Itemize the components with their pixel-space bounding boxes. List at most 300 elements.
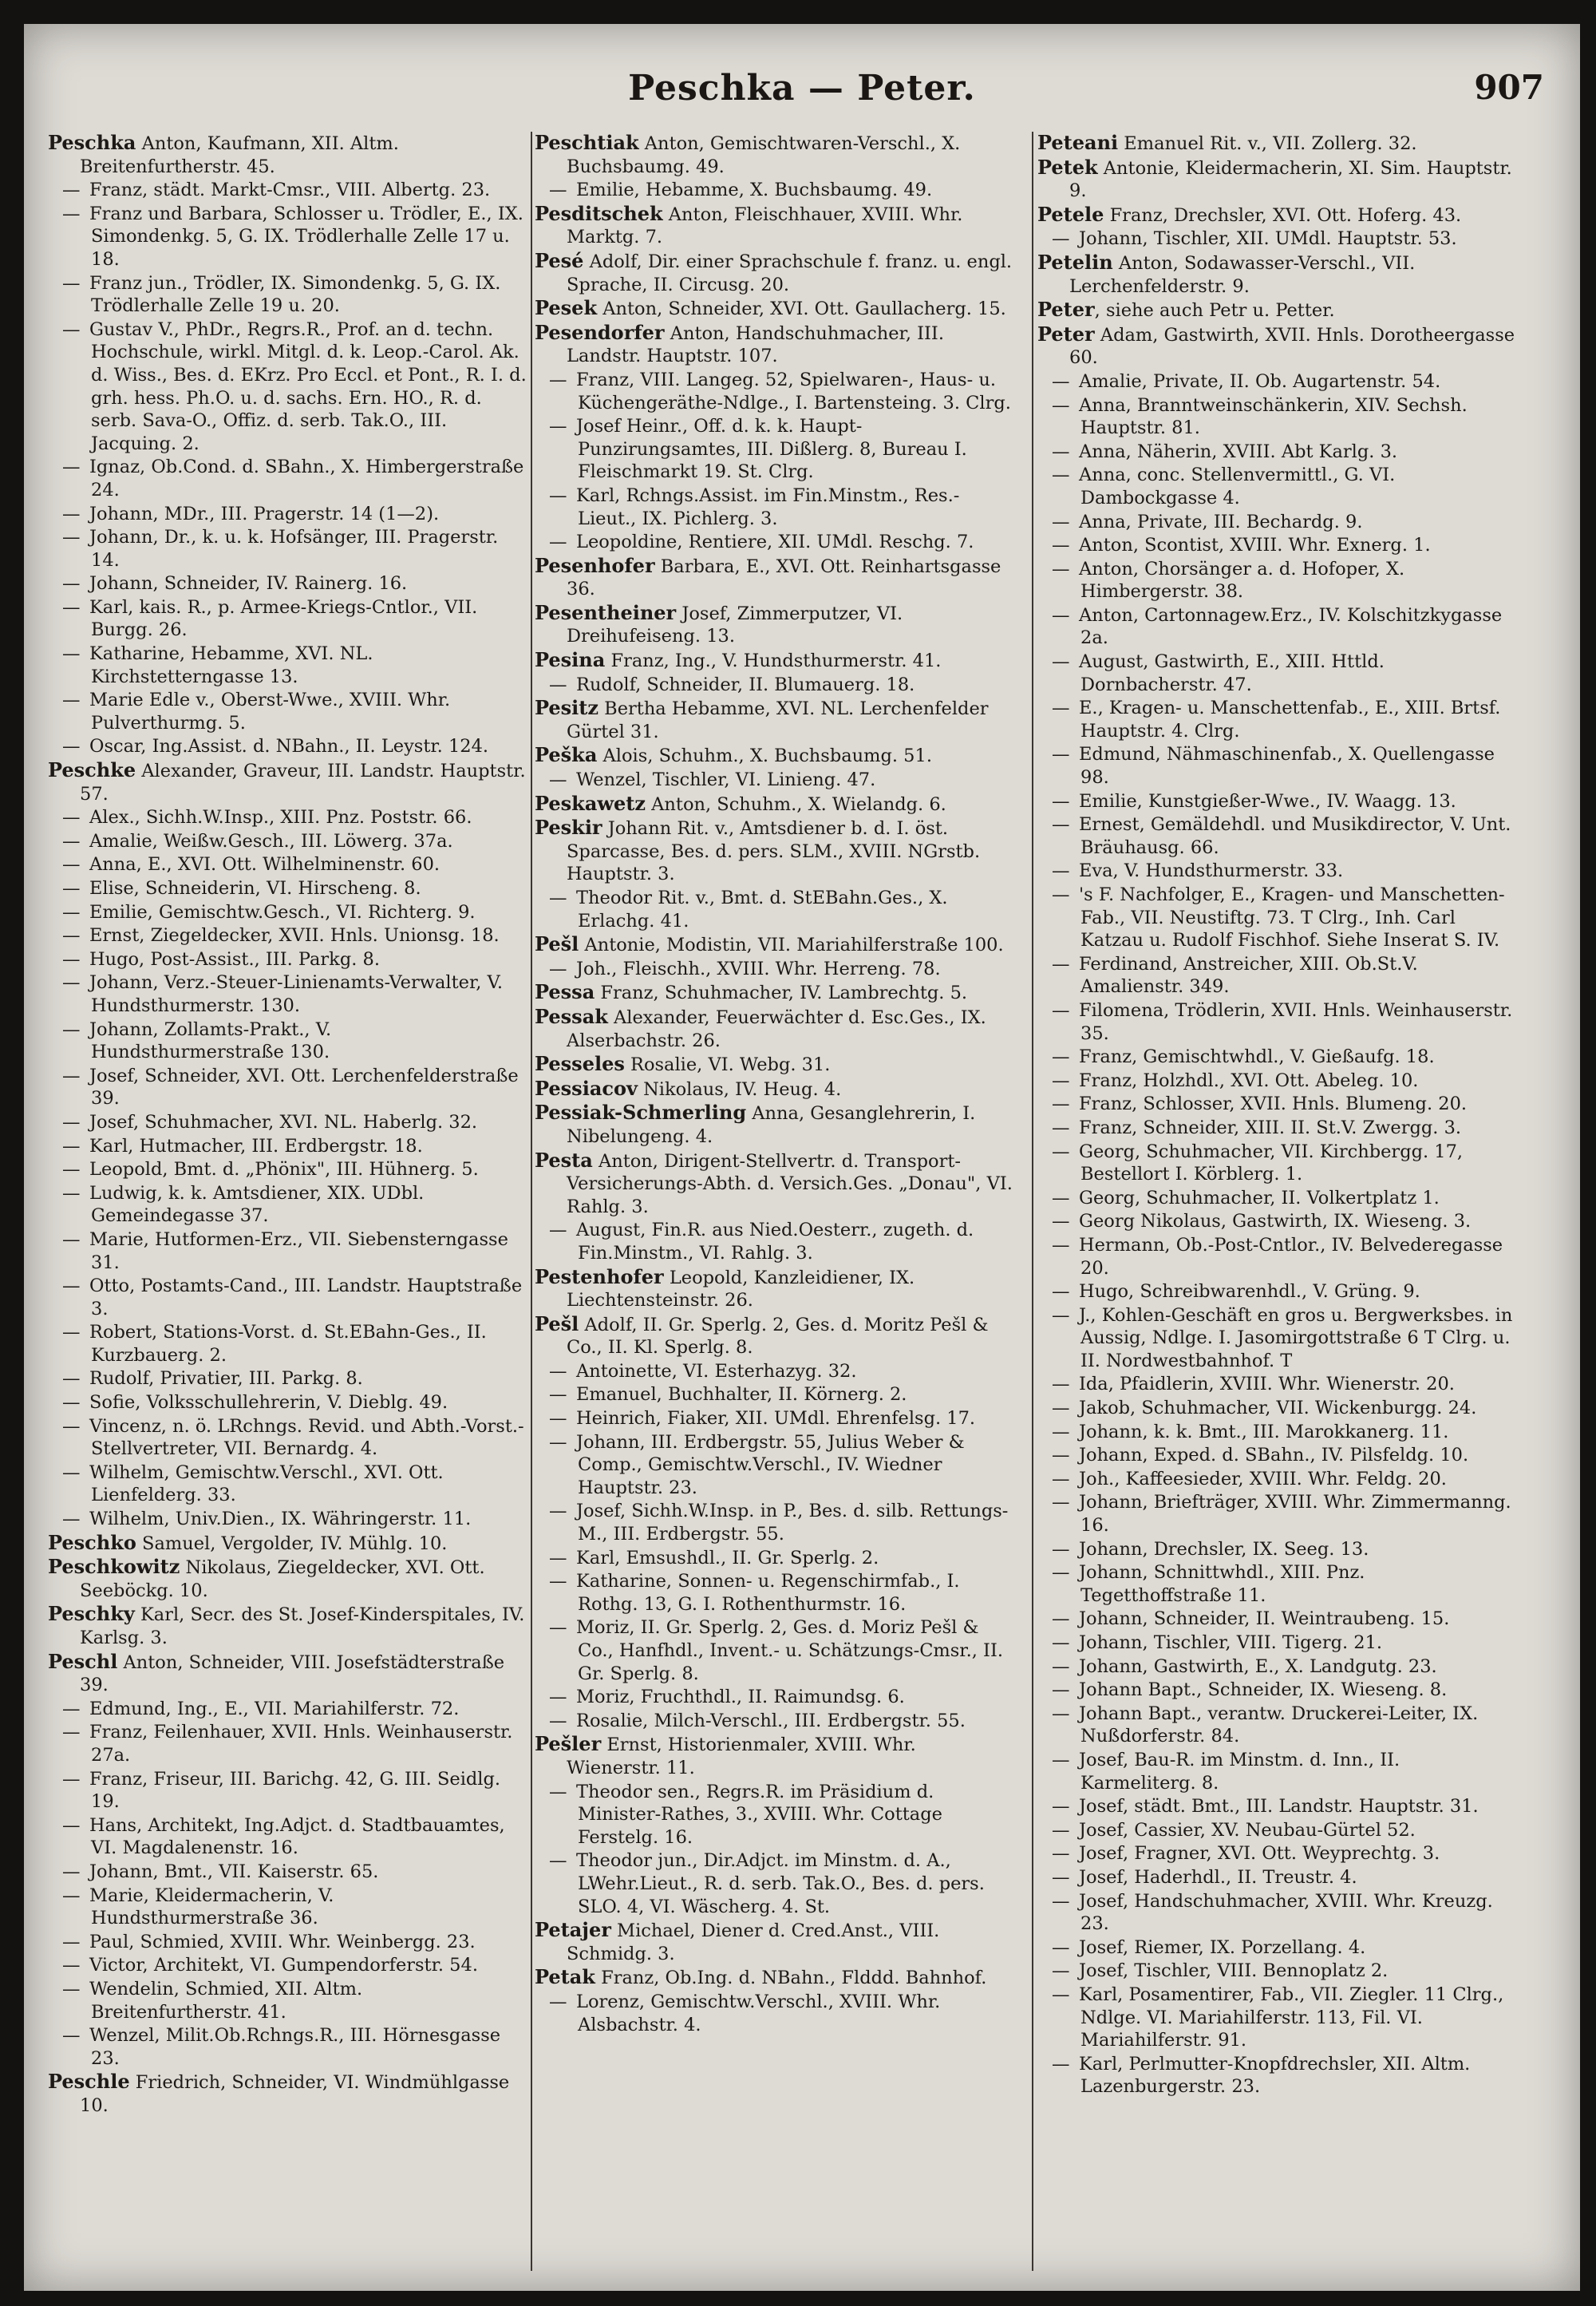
- entry-text: Wilhelm, Univ.Dien., IX. Währingerstr. 11.: [89, 1509, 472, 1530]
- ditto-dash: —: [1052, 1796, 1070, 1818]
- entry-surname: Petak: [535, 1965, 595, 1989]
- entry-surname: Pešl: [535, 932, 579, 956]
- entry-text: Hans, Architekt, Ing.Adjct. d. Stadtbauamtes, VI. Magdalenenstr. 16.: [89, 1814, 505, 1859]
- directory-entry: [1037, 1538, 1516, 1561]
- entry-text: Franz, Schneider, XIII. II. St.V. Zwergg. 3.: [1079, 1117, 1462, 1138]
- entry-text: Johann Bapt., verantw. Druckerei-Leiter, IX. Nußdorferstr. 84.: [1079, 1703, 1479, 1747]
- entry-text: Anton, Handschuhmacher, III. Landstr. Hauptstr. 107.: [567, 322, 944, 367]
- entry-text: Johann, Drechsler, IX. Seeg. 13.: [1079, 1538, 1369, 1560]
- entry-text: Karl, Hutmacher, III. Erdbergstr. 18.: [89, 1135, 423, 1157]
- directory-entry: [535, 887, 1013, 932]
- directory-entry: [1037, 1960, 1516, 1983]
- ditto-dash: —: [62, 1415, 81, 1437]
- ditto-dash: —: [1052, 604, 1070, 626]
- directory-entry: [535, 697, 1013, 743]
- entry-text: Karl, Perlmutter-Knopfdrechsler, XII. Altm. Lazenburgerstr. 23.: [1079, 2053, 1471, 2098]
- entry-surname: Petajer: [535, 1918, 611, 1942]
- directory-entry: [1037, 1749, 1516, 1794]
- directory-entry: [48, 2024, 527, 2070]
- entry-text: Edmund, Ing., E., VII. Mariahilferstr. 72.: [89, 1698, 460, 1719]
- directory-entry: [1037, 2053, 1516, 2098]
- directory-entry: [1037, 999, 1516, 1045]
- ditto-dash: —: [62, 318, 81, 340]
- entry-text: , siehe auch Petr u. Petter.: [1094, 300, 1335, 322]
- ditto-dash: —: [1052, 1141, 1070, 1162]
- entry-text: Theodor Rit. v., Bmt. d. StEBahn.Ges., X. Erlachg. 41.: [576, 888, 948, 931]
- entry-text: Anna, Gesanglehrerin, I. Nibelungeng. 4.: [567, 1103, 976, 1147]
- entry-text: Johann, Gastwirth, E., X. Landgutg. 23.: [1079, 1655, 1437, 1677]
- directory-entry: [48, 877, 527, 900]
- directory-entry: [48, 272, 527, 318]
- directory-entry: [535, 1570, 1013, 1616]
- entry-text: Karl, Secr. des St. Josef-Kinderspitales, IV. Karlsg. 3.: [80, 1604, 525, 1648]
- entry-text: Franz, Schuhmacher, IV. Lambrechtg. 5.: [595, 983, 968, 1004]
- directory-entry: [535, 769, 1013, 792]
- entry-text: Amalie, Weißw.Gesch., III. Löwerg. 37a.: [89, 830, 453, 852]
- ditto-dash: —: [62, 1392, 81, 1414]
- ditto-dash: —: [1052, 1492, 1070, 1513]
- ditto-dash: —: [62, 180, 81, 201]
- directory-entry: [48, 1228, 527, 1274]
- directory-entry: [535, 744, 1013, 768]
- directory-entry: [1037, 1280, 1516, 1303]
- ditto-dash: —: [1052, 1819, 1070, 1841]
- ditto-dash: —: [1052, 1866, 1070, 1888]
- directory-entry: [48, 1508, 527, 1531]
- ditto-dash: —: [1052, 1843, 1070, 1865]
- directory-entry: [535, 415, 1013, 484]
- ditto-dash: —: [549, 1687, 567, 1708]
- directory-entry: [48, 1158, 527, 1181]
- directory-entry: [1037, 1842, 1516, 1865]
- directory-entry: [48, 503, 527, 526]
- ditto-dash: —: [549, 1850, 567, 1872]
- ditto-dash: —: [1052, 1046, 1070, 1068]
- entry-text: Anna, conc. Stellenvermittl., G. VI. Dambockgasse 4.: [1079, 465, 1396, 508]
- entry-text: Franz, Drechsler, XVI. Ott. Hoferg. 43.: [1104, 204, 1462, 226]
- entry-text: Emilie, Kunstgießer-Wwe., IV. Waagg. 13.: [1079, 790, 1456, 812]
- directory-entry: [1037, 790, 1516, 813]
- entry-text: Hugo, Post-Assist., III. Parkg. 8.: [89, 948, 380, 970]
- directory-entry: [1037, 204, 1516, 227]
- entry-surname: Pesenhofer: [535, 553, 655, 577]
- entry-text: Johann, Exped. d. SBahn., IV. Pilsfeldg. 10.: [1079, 1445, 1469, 1466]
- entry-surname: Pesitz: [535, 696, 599, 720]
- ditto-dash: —: [62, 1276, 81, 1297]
- directory-entry: [48, 948, 527, 971]
- entry-text: Ferdinand, Anstreicher, XIII. Ob.St.V. Amalienstr. 349.: [1079, 953, 1418, 998]
- entry-text: Sofie, Volksschullehrerin, V. Dieblg. 49.: [89, 1392, 448, 1414]
- entry-surname: Pesé: [535, 248, 584, 272]
- directory-entry: [1037, 251, 1516, 298]
- directory-entry: [48, 1698, 527, 1721]
- entry-text: Oscar, Ing.Assist. d. NBahn., II. Leystr. 124.: [89, 736, 489, 757]
- directory-entry: [48, 596, 527, 642]
- ditto-dash: —: [62, 1135, 81, 1157]
- entry-text: Johann, Dr., k. u. k. Hofsänger, III. Pragerstr. 14.: [89, 527, 499, 571]
- ditto-dash: —: [62, 1885, 81, 1906]
- directory-entry: [1037, 813, 1516, 859]
- entry-surname: Pesina: [535, 648, 606, 672]
- entry-text: Nikolaus, Ziegeldecker, XVI. Ott. Seeböckg. 10.: [80, 1557, 485, 1601]
- entry-text: Johann, Zollamts-Prakt., V. Hundsthurmerstraße 130.: [89, 1019, 332, 1063]
- directory-entry: [535, 1149, 1013, 1219]
- entry-text: 's F. Nachfolger, E., Kragen- und Manschetten-Fab., VII. Neustiftg. 73. T Clrg., Inh. Carl Katzau u. Rudolf Fischhof. Siehe Inserat S. IV.: [1079, 884, 1505, 951]
- entry-surname: Pestenhofer: [535, 1264, 664, 1288]
- directory-entry: [48, 735, 527, 758]
- ditto-dash: —: [62, 948, 81, 970]
- entry-text: Franz, Schlosser, XVII. Hnls. Blumeng. 20.: [1079, 1094, 1468, 1115]
- ditto-dash: —: [62, 807, 81, 829]
- directory-entry: [535, 674, 1013, 697]
- entry-text: Anna, E., XVI. Ott. Wilhelminenstr. 60.: [89, 854, 440, 876]
- ditto-dash: —: [62, 1111, 81, 1133]
- entry-surname: Pessa: [535, 980, 595, 1004]
- ditto-dash: —: [549, 888, 567, 908]
- directory-entry: [1037, 1070, 1516, 1093]
- entry-text: Wenzel, Tischler, VI. Linieng. 47.: [576, 769, 876, 791]
- ditto-dash: —: [1052, 1187, 1070, 1208]
- ditto-dash: —: [62, 1861, 81, 1882]
- ditto-dash: —: [549, 958, 567, 979]
- directory-entry: [48, 1019, 527, 1064]
- entry-text: Johann, III. Erdbergstr. 55, Julius Weber & Comp., Gemischtw.Verschl., IV. Wiedner Hauptstr. 23.: [576, 1431, 965, 1498]
- directory-entry: [48, 1721, 527, 1766]
- ditto-dash: —: [62, 1159, 81, 1181]
- directory-entry: [48, 1814, 527, 1860]
- directory-entry: [48, 1978, 527, 2023]
- entry-surname: Pesseles: [535, 1052, 625, 1076]
- directory-entry: [1037, 651, 1516, 696]
- ditto-dash: —: [1052, 1703, 1070, 1724]
- directory-entry: [1037, 323, 1516, 370]
- ditto-dash: —: [1052, 953, 1070, 975]
- directory-entry: [535, 1078, 1013, 1102]
- ditto-dash: —: [62, 1814, 81, 1836]
- entry-text: Robert, Stations-Vorst. d. St.EBahn-Ges., II. Kurzbauerg. 2.: [89, 1322, 487, 1366]
- directory-entry: [1037, 1819, 1516, 1842]
- entry-text: Antonie, Kleidermacherin, XI. Sim. Hauptstr. 9.: [1069, 157, 1512, 202]
- directory-entry: [48, 2071, 527, 2117]
- ditto-dash: —: [62, 527, 81, 548]
- entry-text: Josef, Handschuhmacher, XVIII. Whr. Kreuzg. 23.: [1079, 1890, 1493, 1935]
- entry-text: Anna, Branntweinschänkerin, XIV. Sechsh. Hauptstr. 81.: [1079, 394, 1468, 439]
- entry-text: Johann, Briefträger, XVIII. Whr. Zimmermanng. 16.: [1079, 1492, 1511, 1537]
- directory-entry: [535, 531, 1013, 554]
- ditto-dash: —: [1052, 1749, 1070, 1770]
- ditto-dash: —: [62, 901, 81, 923]
- directory-entry: [535, 1733, 1013, 1779]
- ditto-dash: —: [62, 1955, 81, 1976]
- directory-entry: [48, 1885, 527, 1930]
- entry-surname: Peška: [535, 743, 598, 767]
- directory-entry: [48, 853, 527, 876]
- ditto-dash: —: [62, 1065, 81, 1086]
- running-head: Peschka — Peter.: [628, 68, 976, 109]
- ditto-dash: —: [62, 925, 81, 947]
- directory-entry: [535, 602, 1013, 648]
- entry-text: Johann Bapt., Schneider, IX. Wieseng. 8.: [1079, 1679, 1448, 1701]
- directory-entry: [48, 924, 527, 947]
- entry-text: Marie, Hutformen-Erz., VII. Siebensterngasse 31.: [89, 1228, 508, 1273]
- entry-text: Ludwig, k. k. Amtsdiener, XIX. UDbl. Gemeindegasse 37.: [89, 1182, 425, 1227]
- directory-entry: [48, 1603, 527, 1649]
- entry-text: Franz, Holzhdl., XVI. Ott. Abeleg. 10.: [1079, 1070, 1419, 1091]
- directory-entry: [48, 1954, 527, 1977]
- directory-entry: [48, 901, 527, 924]
- directory-entry: [1037, 1304, 1516, 1373]
- ditto-dash: —: [1052, 228, 1070, 250]
- directory-entry: [1037, 1866, 1516, 1889]
- entry-text: Rosalie, Milch-Verschl., III. Erdbergstr. 55.: [576, 1710, 966, 1731]
- directory-entry: [1037, 1093, 1516, 1116]
- entry-text: Marie, Kleidermacherin, V. Hundsthurmerstraße 36.: [89, 1885, 334, 1929]
- directory-entry: [48, 1391, 527, 1414]
- ditto-dash: —: [549, 1991, 567, 2012]
- entry-text: Bertha Hebamme, XVI. NL. Lerchenfelder Gürtel 31.: [567, 698, 989, 742]
- entry-text: Michael, Diener d. Cred.Anst., VIII. Schmidg. 3.: [567, 1920, 940, 1964]
- entry-text: Ernst, Ziegeldecker, XVII. Hnls. Unionsg. 18.: [89, 925, 500, 947]
- directory-entry: [48, 1367, 527, 1390]
- entry-text: Friedrich, Schneider, VI. Windmühlgasse 10.: [80, 2072, 510, 2116]
- ditto-dash: —: [1052, 1374, 1070, 1395]
- entry-text: Josef, Schuhmacher, XVI. NL. Haberlg. 32.: [89, 1111, 478, 1133]
- directory-entry: [1037, 1890, 1516, 1936]
- ditto-dash: —: [62, 573, 81, 595]
- ditto-dash: —: [62, 1462, 81, 1483]
- directory-entry: [48, 1182, 527, 1228]
- directory-entry: [535, 1547, 1013, 1570]
- entry-text: Franz, Friseur, III. Barichg. 42, G. III. Seidlg. 19.: [89, 1768, 501, 1813]
- entry-surname: Pešl: [535, 1311, 579, 1335]
- ditto-dash: —: [1052, 1632, 1070, 1653]
- directory-entry: [1037, 1703, 1516, 1748]
- ditto-dash: —: [62, 1228, 81, 1250]
- entry-text: Johann, Verz.-Steuer-Linienamts-Verwalter, V. Hundsthurmerstr. 130.: [89, 972, 504, 1016]
- ditto-dash: —: [1052, 1608, 1070, 1630]
- directory-entry: [535, 203, 1013, 249]
- directory-entry: [1037, 1561, 1516, 1607]
- ditto-dash: —: [1052, 1234, 1070, 1256]
- entry-text: Filomena, Trödlerin, XVII. Hnls. Weinhauserstr. 35.: [1079, 999, 1513, 1044]
- entry-text: Johann, Schnittwhdl., XIII. Pnz. Tegetthoffstraße 11.: [1079, 1562, 1365, 1606]
- directory-entry: [1037, 464, 1516, 509]
- entry-text: Josef, Fragner, XVI. Ott. Weyprechtg. 3.: [1079, 1843, 1440, 1865]
- entry-text: Alex., Sichh.W.Insp., XIII. Pnz. Poststr. 66.: [89, 807, 472, 829]
- entry-text: Karl, kais. R., p. Armee-Kriegs-Cntlor., VII. Burgg. 26.: [89, 596, 478, 641]
- directory-entry: [1037, 1984, 1516, 2052]
- column-middle: [535, 132, 1013, 2271]
- ditto-dash: —: [1052, 790, 1070, 812]
- ditto-dash: —: [549, 532, 567, 553]
- entry-text: Anton, Schneider, XVI. Ott. Gaullacherg. 15.: [597, 299, 1006, 320]
- ditto-dash: —: [549, 369, 567, 390]
- directory-entry: [48, 1768, 527, 1814]
- ditto-dash: —: [1052, 1421, 1070, 1442]
- directory-entry: [48, 1556, 527, 1602]
- entry-text: Alexander, Graveur, III. Landstr. Hauptstr. 57.: [80, 761, 526, 805]
- entry-text: Ernst, Historienmaler, XVIII. Whr. Wienerstr. 11.: [567, 1734, 916, 1778]
- ditto-dash: —: [549, 1571, 567, 1592]
- ditto-dash: —: [549, 1501, 567, 1522]
- directory-entry: [1037, 1210, 1516, 1233]
- entry-text: August, Fin.R. aus Nied.Oesterr., zugeth. d. Fin.Minstm., VI. Rahlg. 3.: [576, 1220, 974, 1264]
- entry-text: Theodor sen., Regrs.R. im Präsidium d. Minister-Rathes, 3., XVIII. Whr. Cottage Ferstelg. 16.: [576, 1781, 942, 1848]
- entry-text: Josef, Sichh.W.Insp. in P., Bes. d. silb. Rettungs-M., III. Erdbergstr. 55.: [576, 1501, 1009, 1545]
- entry-text: Wendelin, Schmied, XII. Altm. Breitenfurtherstr. 41.: [89, 1978, 363, 2023]
- entry-text: Antoinette, VI. Esterhazyg. 32.: [576, 1360, 857, 1382]
- directory-entry: [48, 689, 527, 734]
- directory-entry: [48, 1532, 527, 1556]
- ditto-dash: —: [62, 1768, 81, 1790]
- directory-entry: [1037, 1421, 1516, 1444]
- directory-entry: [535, 1360, 1013, 1383]
- entry-text: Anton, Kaufmann, XII. Altm. Breitenfurtherstr. 45.: [80, 133, 399, 177]
- entry-text: Georg, Schuhmacher, VII. Kirchbergg. 17, Bestellort I. Körblerg. 1.: [1079, 1141, 1464, 1185]
- ditto-dash: —: [62, 1368, 81, 1390]
- directory-entry: [48, 1065, 527, 1110]
- directory-entry: [535, 1006, 1013, 1052]
- entry-surname: Peschle: [48, 2070, 130, 2094]
- entry-text: Vincenz, n. ö. LRchngs. Revid. und Abth.-Vorst.-Stellvertreter, VII. Bernardg. 4.: [89, 1415, 524, 1460]
- ditto-dash: —: [1052, 1984, 1070, 2005]
- directory-entry: [48, 1861, 527, 1884]
- entry-text: Josef Heinr., Off. d. k. k. Haupt-Punzirungsamtes, III. Dißlerg. 8, Bureau I. Fleischmarkt 19. St. Clrg.: [576, 416, 967, 483]
- ditto-dash: —: [1052, 1655, 1070, 1677]
- directory-entry: [535, 1407, 1013, 1430]
- entry-text: Anton, Gemischtwaren-Verschl., X. Buchsbaumg. 49.: [567, 133, 961, 177]
- entry-text: Otto, Postamts-Cand., III. Landstr. Hauptstraße 3.: [89, 1276, 523, 1319]
- directory-entry: [535, 1102, 1013, 1148]
- ditto-dash: —: [62, 503, 81, 524]
- entry-text: Anton, Dirigent-Stellvertr. d. Transport-Versicherungs-Abth. d. Versich.Ges. „Donau", VI. Rahlg. 3.: [567, 1150, 1013, 1217]
- directory-entry: [1037, 1468, 1516, 1491]
- entry-text: Johann, k. k. Bmt., III. Marokkanerg. 11.: [1079, 1421, 1449, 1442]
- entry-text: Katharine, Hebamme, XVI. NL. Kirchstetterngasse 13.: [89, 643, 373, 687]
- directory-entry: [1037, 1187, 1516, 1210]
- entry-text: Johann, Bmt., VII. Kaiserstr. 65.: [89, 1861, 379, 1882]
- ditto-dash: —: [1052, 1094, 1070, 1115]
- ditto-dash: —: [1052, 651, 1070, 673]
- entry-text: Anton, Chorsänger a. d. Hofoper, X. Himbergerstr. 38.: [1079, 558, 1405, 603]
- directory-entry: [1037, 884, 1516, 952]
- directory-entry: [48, 1275, 527, 1320]
- entry-text: Georg, Schuhmacher, II. Volkertplatz 1.: [1079, 1187, 1440, 1208]
- directory-entry: [1037, 953, 1516, 999]
- ditto-dash: —: [1052, 1398, 1070, 1419]
- directory-entry: [1037, 394, 1516, 440]
- directory-entry: [535, 981, 1013, 1005]
- directory-entry: [1037, 1936, 1516, 1960]
- directory-entry: [48, 1415, 527, 1461]
- entry-text: Rudolf, Privatier, III. Parkg. 8.: [89, 1368, 363, 1390]
- entry-text: Emilie, Hebamme, X. Buchsbaumg. 49.: [576, 180, 933, 201]
- directory-entry: [535, 1686, 1013, 1709]
- entry-text: Elise, Schneiderin, VI. Hirscheng. 8.: [89, 878, 421, 899]
- ditto-dash: —: [1052, 698, 1070, 719]
- directory-entry: [535, 297, 1013, 321]
- entry-text: Moriz, II. Gr. Sperlg. 2, Ges. d. Moriz Pešl & Co., Hanfhdl., Invent.- u. Schätzungs-Cmsr., II. Gr. Sperlg. 8.: [576, 1617, 1003, 1684]
- directory-entry: [535, 555, 1013, 601]
- directory-entry: [1037, 743, 1516, 789]
- ditto-dash: —: [62, 2025, 81, 2047]
- directory-entry: [48, 830, 527, 853]
- directory-entry: [535, 1991, 1013, 2036]
- ditto-dash: —: [1052, 744, 1070, 765]
- entry-text: Emanuel Rit. v., VII. Zollerg. 32.: [1118, 133, 1417, 154]
- directory-entry: [535, 1710, 1013, 1733]
- entry-text: Amalie, Private, II. Ob. Augartenstr. 54.: [1079, 370, 1441, 392]
- entry-surname: Peschky: [48, 1602, 135, 1626]
- entry-text: Anton, Schneider, VIII. Josefstädterstraße 39.: [80, 1651, 505, 1696]
- ditto-dash: —: [62, 1931, 81, 1952]
- entry-surname: Peschke: [48, 758, 136, 782]
- entry-text: Franz, Ing., V. Hundsthurmerstr. 41.: [605, 651, 942, 672]
- entry-surname: Peschka: [48, 132, 136, 154]
- directory-entry: [1037, 1117, 1516, 1140]
- entry-text: Anton, Cartonnagew.Erz., IV. Kolschitzkygasse 2a.: [1079, 604, 1503, 649]
- directory-entry: [48, 1111, 527, 1134]
- ditto-dash: —: [1052, 2053, 1070, 2075]
- entry-text: Franz, VIII. Langeg. 52, Spielwaren-, Haus- u. Küchengeräthe-Ndlge., I. Bartensteing. 3. Clrg.: [576, 369, 1011, 413]
- directory-entry: [535, 1919, 1013, 1965]
- directory-entry: [535, 1219, 1013, 1264]
- entry-text: Eva, V. Hundsthurmerstr. 33.: [1079, 860, 1344, 882]
- directory-entry: [535, 933, 1013, 957]
- ditto-dash: —: [62, 854, 81, 876]
- directory-entry: [1037, 1444, 1516, 1467]
- entry-text: Adam, Gastwirth, XVII. Hnls. Dorotheergasse 60.: [1069, 324, 1515, 369]
- entry-text: Franz, Ob.Ing. d. NBahn., Flddd. Bahnhof.: [595, 1968, 987, 1989]
- entry-text: Wenzel, Milit.Ob.Rchngs.R., III. Hörnesgasse 23.: [89, 2025, 501, 2069]
- directory-entry: [1037, 1141, 1516, 1186]
- entry-text: Joh., Fleischh., XVIII. Whr. Herreng. 78.: [576, 958, 941, 979]
- directory-entry: [48, 1321, 527, 1367]
- ditto-dash: —: [549, 180, 567, 201]
- directory-entry: [535, 1053, 1013, 1077]
- entry-text: Anton, Fleischhauer, XVIII. Whr. Marktg. 7.: [567, 204, 963, 248]
- directory-entry: [1037, 132, 1516, 156]
- directory-entry: [48, 759, 527, 805]
- entry-text: Johann, Schneider, IV. Rainerg. 16.: [89, 573, 408, 595]
- directory-entry: [535, 1500, 1013, 1545]
- entry-text: Franz, Gemischtwhdl., V. Gießaufg. 18.: [1079, 1046, 1435, 1068]
- entry-text: Josef, städt. Bmt., III. Landstr. Hauptstr. 31.: [1079, 1796, 1479, 1818]
- directory-entry: [535, 1266, 1013, 1312]
- directory-entry: [535, 369, 1013, 414]
- ditto-dash: —: [549, 1710, 567, 1731]
- directory-entry: [1037, 697, 1516, 742]
- entry-text: Anna, Private, III. Bechardg. 9.: [1079, 511, 1363, 532]
- entry-text: Johann, MDr., III. Pragerstr. 14 (1—2).: [89, 503, 440, 524]
- ditto-dash: —: [62, 272, 81, 294]
- ditto-dash: —: [1052, 558, 1070, 579]
- directory-entry: [48, 1651, 527, 1697]
- ditto-dash: —: [1052, 1468, 1070, 1489]
- entry-surname: Peter: [1037, 322, 1095, 346]
- ditto-dash: —: [549, 1220, 567, 1241]
- entry-text: Josef, Zimmerputzer, VI. Dreihufeiseng. 13.: [567, 603, 903, 647]
- entry-text: Nikolaus, IV. Heug. 4.: [637, 1078, 842, 1100]
- entry-text: Alois, Schuhm., X. Buchsbaumg. 51.: [597, 746, 932, 767]
- entry-text: Emilie, Gemischtw.Gesch., VI. Richterg. 9.: [89, 901, 476, 923]
- page-header: [24, 68, 1580, 132]
- ditto-dash: —: [62, 736, 81, 757]
- entry-text: Georg Nikolaus, Gastwirth, IX. Wieseng. 3.: [1079, 1211, 1472, 1232]
- ditto-dash: —: [1052, 814, 1070, 836]
- entry-text: Ida, Pfaidlerin, XVIII. Whr. Wienerstr. 20.: [1079, 1374, 1455, 1395]
- entry-text: Leopold, Bmt. d. „Phönix", III. Hühnerg. 5.: [89, 1159, 479, 1181]
